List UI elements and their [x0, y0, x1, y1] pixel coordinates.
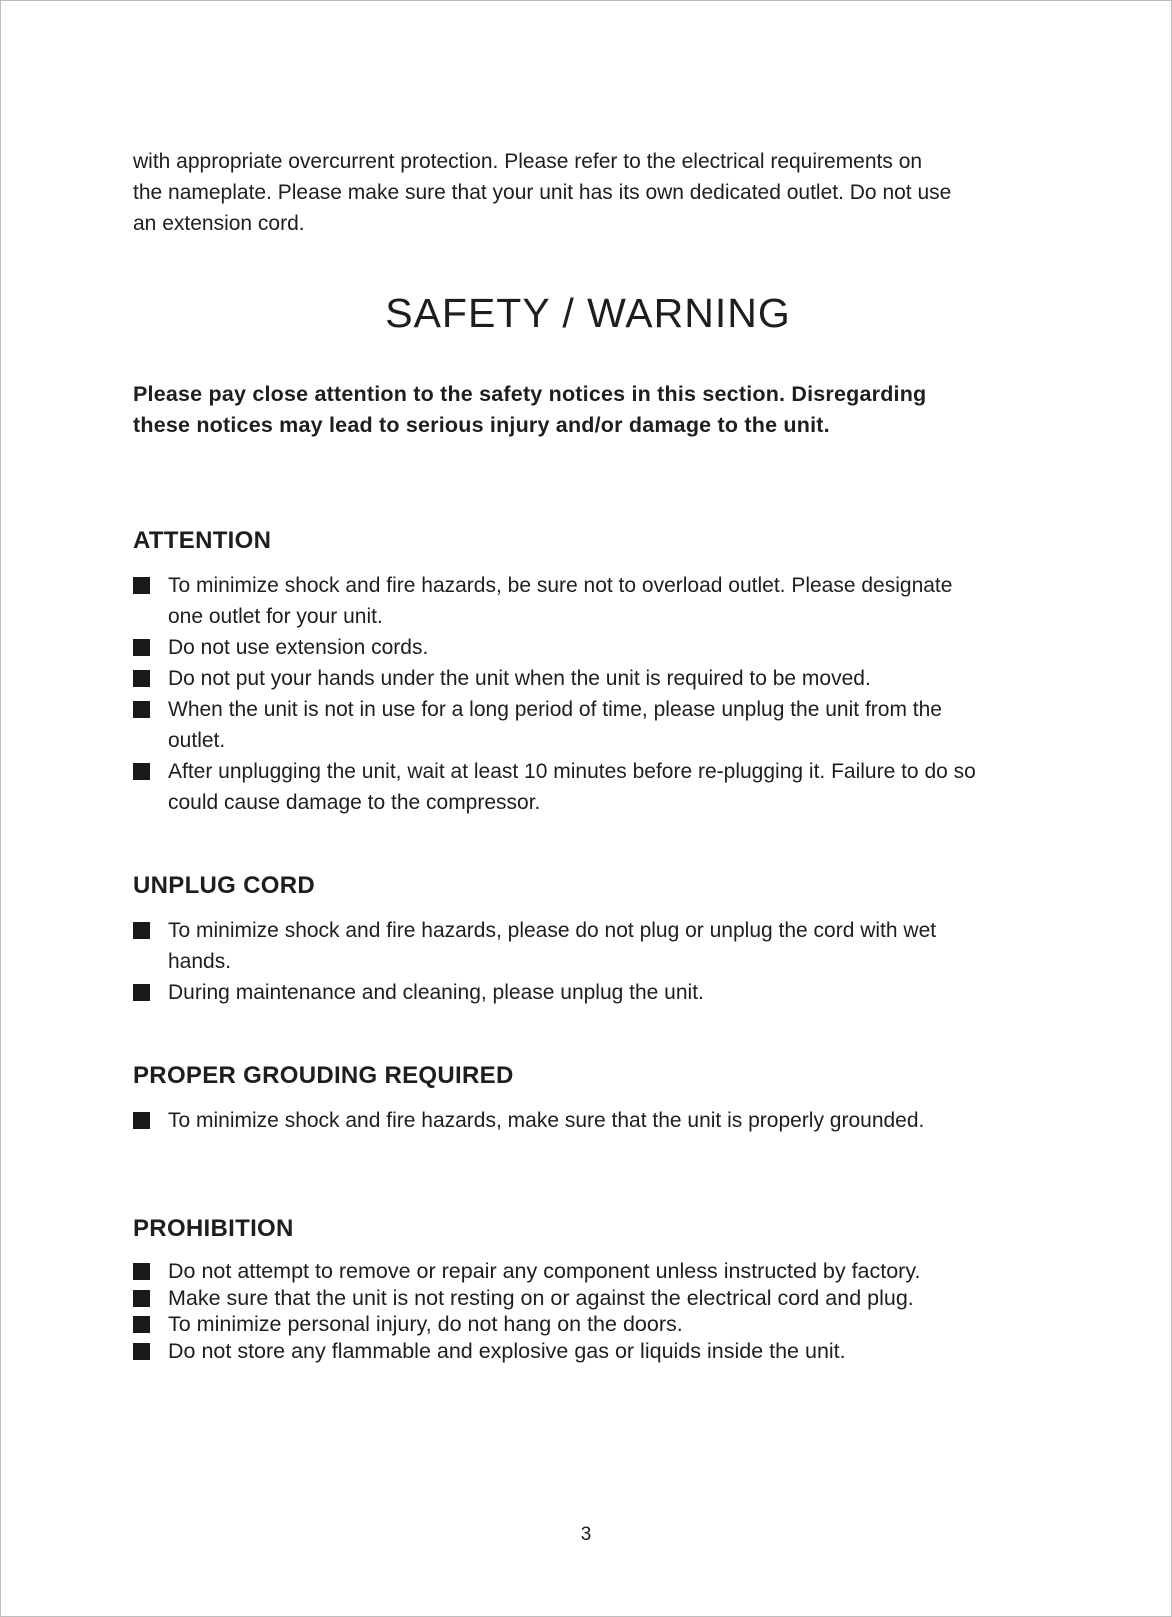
bullet-list	[133, 1105, 993, 1136]
square-bullet-icon	[133, 763, 150, 780]
list-item	[133, 663, 993, 694]
bullet-list	[133, 570, 993, 818]
section-heading: ATTENTION	[133, 527, 272, 554]
square-bullet-icon	[133, 1290, 150, 1307]
square-bullet-icon	[133, 1343, 150, 1360]
section-unplug-cord	[133, 871, 993, 1008]
list-item-text: To minimize shock and fire hazards, make sure that the unit is properly grounded.	[168, 1109, 925, 1132]
square-bullet-icon	[133, 701, 150, 718]
section-attention	[133, 526, 993, 818]
square-bullet-icon	[133, 577, 150, 594]
list-item-text: After unplugging the unit, wait at least 10 minutes before re-plugging it. Failure to do so could cause damage to the compressor.	[168, 760, 976, 814]
page-number: 3	[580, 1524, 592, 1545]
list-item	[133, 632, 993, 663]
list-item	[133, 756, 993, 818]
square-bullet-icon	[133, 1316, 150, 1333]
square-bullet-icon	[133, 1263, 150, 1280]
list-item	[133, 1338, 993, 1365]
list-item	[133, 570, 993, 632]
section-prohibition	[133, 1214, 993, 1364]
list-item-text: To minimize personal injury, do not hang on the doors.	[168, 1312, 683, 1336]
square-bullet-icon	[133, 1112, 150, 1129]
list-item-text: When the unit is not in use for a long period of time, please unplug the unit from the outlet.	[168, 698, 942, 752]
square-bullet-icon	[133, 922, 150, 939]
section-heading: PROPER GROUDING REQUIRED	[133, 1062, 514, 1089]
list-item	[133, 977, 993, 1008]
safety-notice: Please pay close attention to the safety notices in this section. Disregarding these notices may lead to serious injury and/or damage to the unit.	[133, 382, 927, 437]
page-title: SAFETY / WARNING	[385, 290, 791, 336]
list-item	[133, 915, 993, 977]
square-bullet-icon	[133, 639, 150, 656]
square-bullet-icon	[133, 984, 150, 1001]
list-item-text: Make sure that the unit is not resting on or against the electrical cord and plug.	[168, 1285, 914, 1310]
section-heading: PROHIBITION	[133, 1215, 294, 1242]
list-item-text: During maintenance and cleaning, please unplug the unit.	[168, 981, 704, 1004]
bullet-list	[133, 1258, 993, 1364]
list-item-text: Do not use extension cords.	[168, 636, 429, 659]
list-item	[133, 1285, 993, 1312]
list-item-text: Do not store any flammable and explosive gas or liquids inside the unit.	[168, 1338, 846, 1363]
section-proper-grounding	[133, 1061, 993, 1136]
section-heading: UNPLUG CORD	[133, 872, 315, 899]
list-item	[133, 1311, 993, 1338]
intro-paragraph: with appropriate overcurrent protection. Please refer to the electrical requirements on the nameplate. Please make sure that your unit has its own dedicated outlet. Do not use an extension cord.	[133, 150, 952, 235]
list-item-text: Do not put your hands under the unit when the unit is required to be moved.	[168, 667, 871, 690]
list-item-text: To minimize shock and fire hazards, please do not plug or unplug the cord with wet hands.	[168, 919, 937, 973]
bullet-list	[133, 915, 993, 1008]
page-content	[133, 146, 1013, 1363]
list-item-text: To minimize shock and fire hazards, be sure not to overload outlet. Please designate one outlet for your unit.	[168, 574, 953, 628]
list-item	[133, 1258, 993, 1285]
list-item-text: Do not attempt to remove or repair any component unless instructed by factory.	[168, 1259, 921, 1283]
square-bullet-icon	[133, 670, 150, 687]
list-item	[133, 694, 993, 756]
list-item	[133, 1105, 993, 1136]
